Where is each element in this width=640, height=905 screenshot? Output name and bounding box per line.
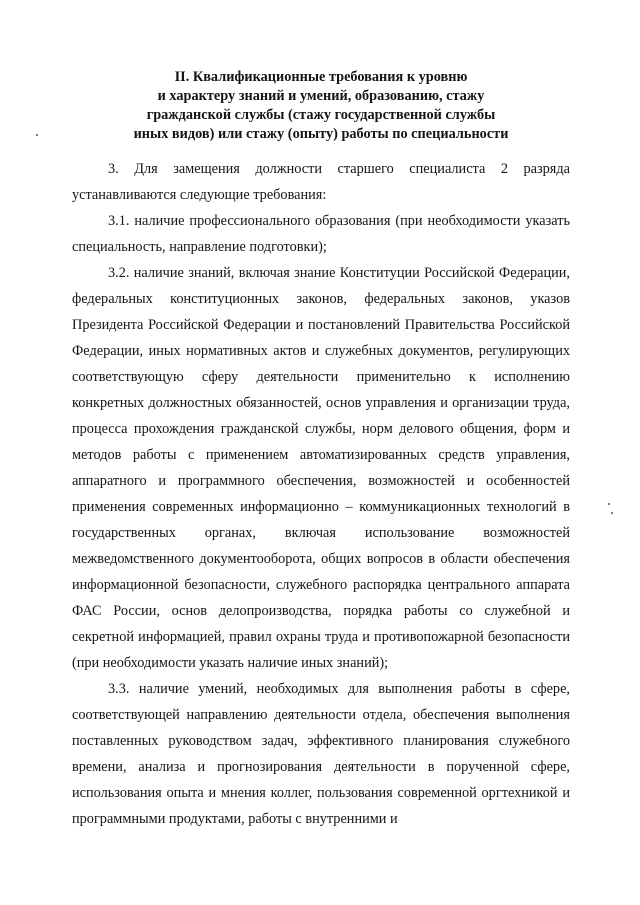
- section-title-line-1: II. Квалификационные требования к уровню: [174, 69, 468, 85]
- section-title-line-2: и характеру знаний и умений, образованию, стажу: [157, 88, 485, 104]
- paragraph-3-1: 3.1. наличие профессионального образования (при необходимости указать специальность, направление подготовки);: [72, 213, 570, 255]
- paragraph-3-2: 3.2. наличие знаний, включая знание Конституции Российской Федерации, федеральных конституционных законов, федеральных законов, указов Президента Российской Федерации и постановлений Правительства Российской Федерации, иных нормативных актов и служебных документов, регулирующих соответствующую сферу деятельности применительно к исполнению конкретных должностных обязанностей, основ управления и организации труда, процесса прохождения гражданской службы, норм делового общения, форм и методов работы с применением автоматизированных средств управления, аппаратного и программного обеспечения, возможностей и особенностей применения современных информационно – коммуникационных технологий в государственных органах, включая использование возможностей межведомственного документооборота, общих вопросов в области обеспечения информационной безопасности, служебного распорядка центрального аппарата ФАС России, основ делопроизводства, порядка работы со служебной и секретной информацией, правил охраны труда и противопожарной безопасности (при необходимости указать наличие иных знаний);: [72, 265, 570, 671]
- section-title-line-3: гражданской службы (стажу государственной службы: [146, 107, 496, 123]
- section-title: [72, 68, 570, 144]
- paragraph-3: 3. Для замещения должности старшего специалиста 2 разряда устанавливаются следующие требования:: [72, 161, 570, 203]
- paragraph-3-3: 3.3. наличие умений, необходимых для выполнения работы в сфере, соответствующей направлению деятельности отдела, обеспечения выполнения поставленных руководством задач, эффективного планирования служебного времени, анализа и прогнозирования деятельности в порученной сфере, использования опыта и мнения коллег, пользования современной оргтехникой и программными продуктами, работы с внутренними и: [72, 681, 570, 827]
- section-title-line-4: иных видов) или стажу (опыту) работы по специальности: [133, 126, 509, 142]
- scan-speck: [611, 512, 613, 514]
- scan-speck: [36, 134, 38, 136]
- scan-speck: [608, 503, 610, 505]
